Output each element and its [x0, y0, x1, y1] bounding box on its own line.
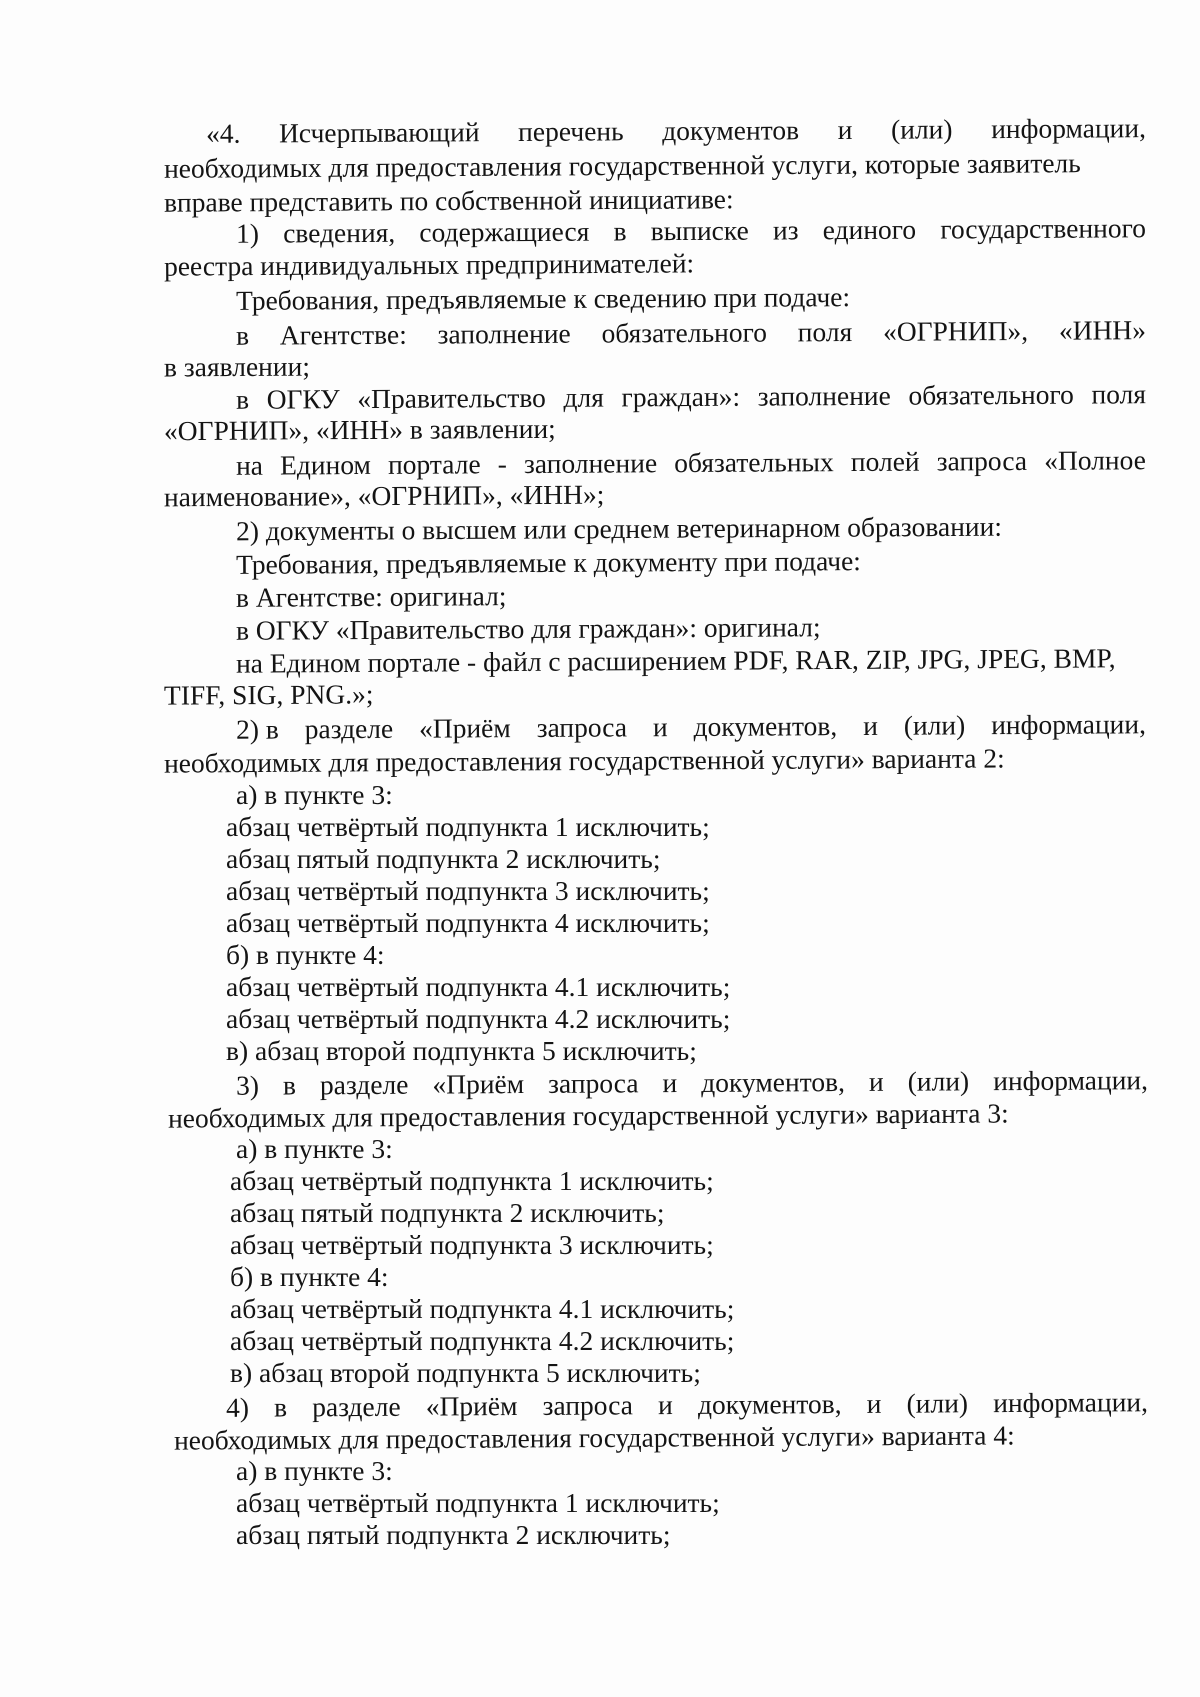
word: 3) — [235, 1069, 260, 1101]
sec3-a: а) в пункте 3: — [236, 1133, 393, 1164]
sec3-a2: абзац пятый подпункта 2 исключить; — [230, 1197, 665, 1228]
word: (или) — [890, 113, 953, 145]
sec2-c: в) абзац второй подпункта 5 исключить; — [226, 1035, 697, 1066]
word: запроса — [936, 444, 1028, 477]
word: сведения, — [283, 216, 396, 249]
word: поля — [1091, 378, 1147, 410]
sec4-a: а) в пункте 3: — [236, 1455, 393, 1486]
word: в — [235, 319, 250, 351]
word: из — [772, 214, 799, 246]
item2-ogku: в ОГКУ «Правительство для граждан»: оригинал; — [235, 611, 821, 646]
word: на — [235, 449, 264, 481]
word: и — [863, 709, 878, 741]
word: в — [235, 383, 250, 415]
sec3-line-1 — [236, 1063, 1148, 1102]
word: обязательного — [908, 378, 1074, 411]
word: разделе — [319, 1068, 409, 1101]
p1-line-2: необходимых для предоставления государственной услуги, которые заявитель — [163, 147, 1081, 184]
word: разделе — [312, 1390, 401, 1423]
sec3-a3: абзац четвёртый подпункта 3 исключить; — [230, 1229, 714, 1260]
word: обязательных — [674, 446, 834, 479]
word: и — [662, 1067, 678, 1099]
word: заполнение — [523, 447, 658, 480]
word: полей — [850, 445, 920, 478]
word: «ИНН» — [1058, 314, 1147, 346]
word: - — [497, 448, 507, 480]
word: единого — [822, 213, 917, 246]
item1-agency-line-1 — [236, 313, 1146, 352]
item1-line-2: реестра индивидуальных предпринимателей: — [163, 247, 695, 282]
word: (или) — [906, 1387, 969, 1419]
word: «4. — [205, 117, 241, 149]
word: документов, — [697, 1388, 842, 1420]
word: заполнение — [757, 379, 891, 412]
item2-agency: в Агентстве: оригинал; — [235, 580, 507, 613]
word: ОГКУ — [266, 383, 340, 415]
word: «ОГРНИП», — [882, 314, 1029, 347]
word: Едином — [279, 448, 372, 481]
word: 4) — [225, 1391, 250, 1423]
word: портале — [387, 448, 481, 480]
sec2-b: б) в пункте 4: — [226, 939, 385, 970]
sec2-line-1 — [236, 707, 1146, 746]
word: запроса — [536, 711, 628, 743]
word: в — [613, 215, 627, 247]
word: выписке — [650, 214, 749, 247]
sec2-a3: абзац четвёртый подпункта 3 исключить; — [226, 875, 710, 906]
p1-line-1 — [206, 111, 1146, 150]
word: «Приём — [425, 1390, 518, 1422]
word: 1) — [235, 217, 260, 249]
word: обязательного — [601, 316, 768, 349]
item1-ogku-line-1 — [236, 377, 1146, 416]
word: и — [652, 711, 668, 743]
word: информации, — [991, 708, 1147, 741]
item1-portal-line-2: наименование», «ОГРНИП», «ИНН»; — [163, 478, 605, 513]
item2-requirements: Требования, предъявляемые к документу при подаче: — [235, 545, 861, 580]
word: документов, — [693, 710, 838, 742]
item2-line-1: 2) документы о высшем или среднем ветеринарном образовании: — [235, 510, 1003, 547]
sec2-b2: абзац четвёртый подпункта 4.2 исключить; — [226, 1003, 731, 1034]
item2-portal-line-1: на Едином портале - файл с расширением PDF, RAR, ZIP, JPG, JPEG, BMP, — [235, 642, 1116, 679]
item1-ogku-line-2: «ОГРНИП», «ИНН» в заявлении; — [163, 412, 556, 447]
word: государственного — [940, 212, 1147, 245]
word: и — [837, 113, 853, 146]
word: документов, — [701, 1066, 846, 1098]
sec2-a4: абзац четвёртый подпункта 4 исключить; — [226, 907, 710, 938]
sec2-a1: абзац четвёртый подпункта 1 исключить; — [226, 811, 710, 842]
word: разделе — [304, 712, 394, 745]
word: информации, — [993, 1386, 1149, 1419]
sec2-a2: абзац пятый подпункта 2 исключить; — [226, 843, 661, 874]
p1-line-3: вправе представить по собственной инициативе: — [163, 183, 734, 218]
word: Агентстве: — [279, 318, 407, 351]
word: и — [868, 1065, 884, 1097]
word: поля — [797, 316, 853, 348]
sec3-b1: абзац четвёртый подпункта 4.1 исключить; — [230, 1293, 735, 1324]
word: и — [866, 1387, 882, 1419]
item1-line-1 — [236, 211, 1146, 250]
word: запроса — [548, 1067, 639, 1099]
word: информации, — [991, 112, 1147, 145]
word: (или) — [907, 1065, 970, 1097]
word: документов — [662, 114, 800, 147]
word: заполнение — [437, 317, 571, 350]
item1-requirements: Требования, предъявляемые к сведению при подаче: — [235, 281, 851, 316]
sec2-a: а) в пункте 3: — [236, 779, 393, 810]
item1-portal-line-1 — [236, 443, 1146, 482]
word: в — [282, 1069, 297, 1101]
word: для — [563, 381, 604, 413]
sec4-a2: абзац пятый подпункта 2 исключить; — [236, 1519, 671, 1550]
word: граждан»: — [621, 380, 741, 413]
word: 2) в — [235, 713, 279, 745]
word: и — [657, 1389, 673, 1421]
word: «Приём — [418, 712, 511, 744]
sec3-line-2: необходимых для предоставления государственной услуги» варианта 3: — [167, 1097, 1009, 1134]
sec4-line-2: необходимых для предоставления государственной услуги» варианта 4: — [173, 1419, 1015, 1456]
word: «Правительство — [357, 381, 546, 415]
word: в — [273, 1391, 288, 1423]
word: Исчерпывающий — [278, 116, 480, 149]
word: «Полное — [1044, 444, 1146, 476]
word: (или) — [903, 709, 966, 741]
sec3-a1: абзац четвёртый подпункта 1 исключить; — [230, 1165, 714, 1196]
item1-agency-line-2: в заявлении; — [163, 350, 311, 383]
sec2-line-2: необходимых для предоставления государственной услуги» варианта 2: — [163, 742, 1005, 779]
word: перечень — [518, 115, 624, 147]
sec4-a1: абзац четвёртый подпункта 1 исключить; — [236, 1487, 720, 1518]
item2-portal-line-2: TIFF, SIG, PNG.»; — [163, 678, 374, 711]
sec3-b: б) в пункте 4: — [230, 1261, 389, 1292]
sec3-b2: абзац четвёртый подпункта 4.2 исключить; — [230, 1325, 735, 1356]
word: информации, — [993, 1064, 1149, 1097]
word: «Приём — [432, 1068, 525, 1100]
sec3-c: в) абзац второй подпункта 5 исключить; — [230, 1357, 701, 1388]
word: содержащиеся — [419, 215, 590, 248]
sec2-b1: абзац четвёртый подпункта 4.1 исключить; — [226, 971, 731, 1002]
word: запроса — [542, 1389, 634, 1421]
